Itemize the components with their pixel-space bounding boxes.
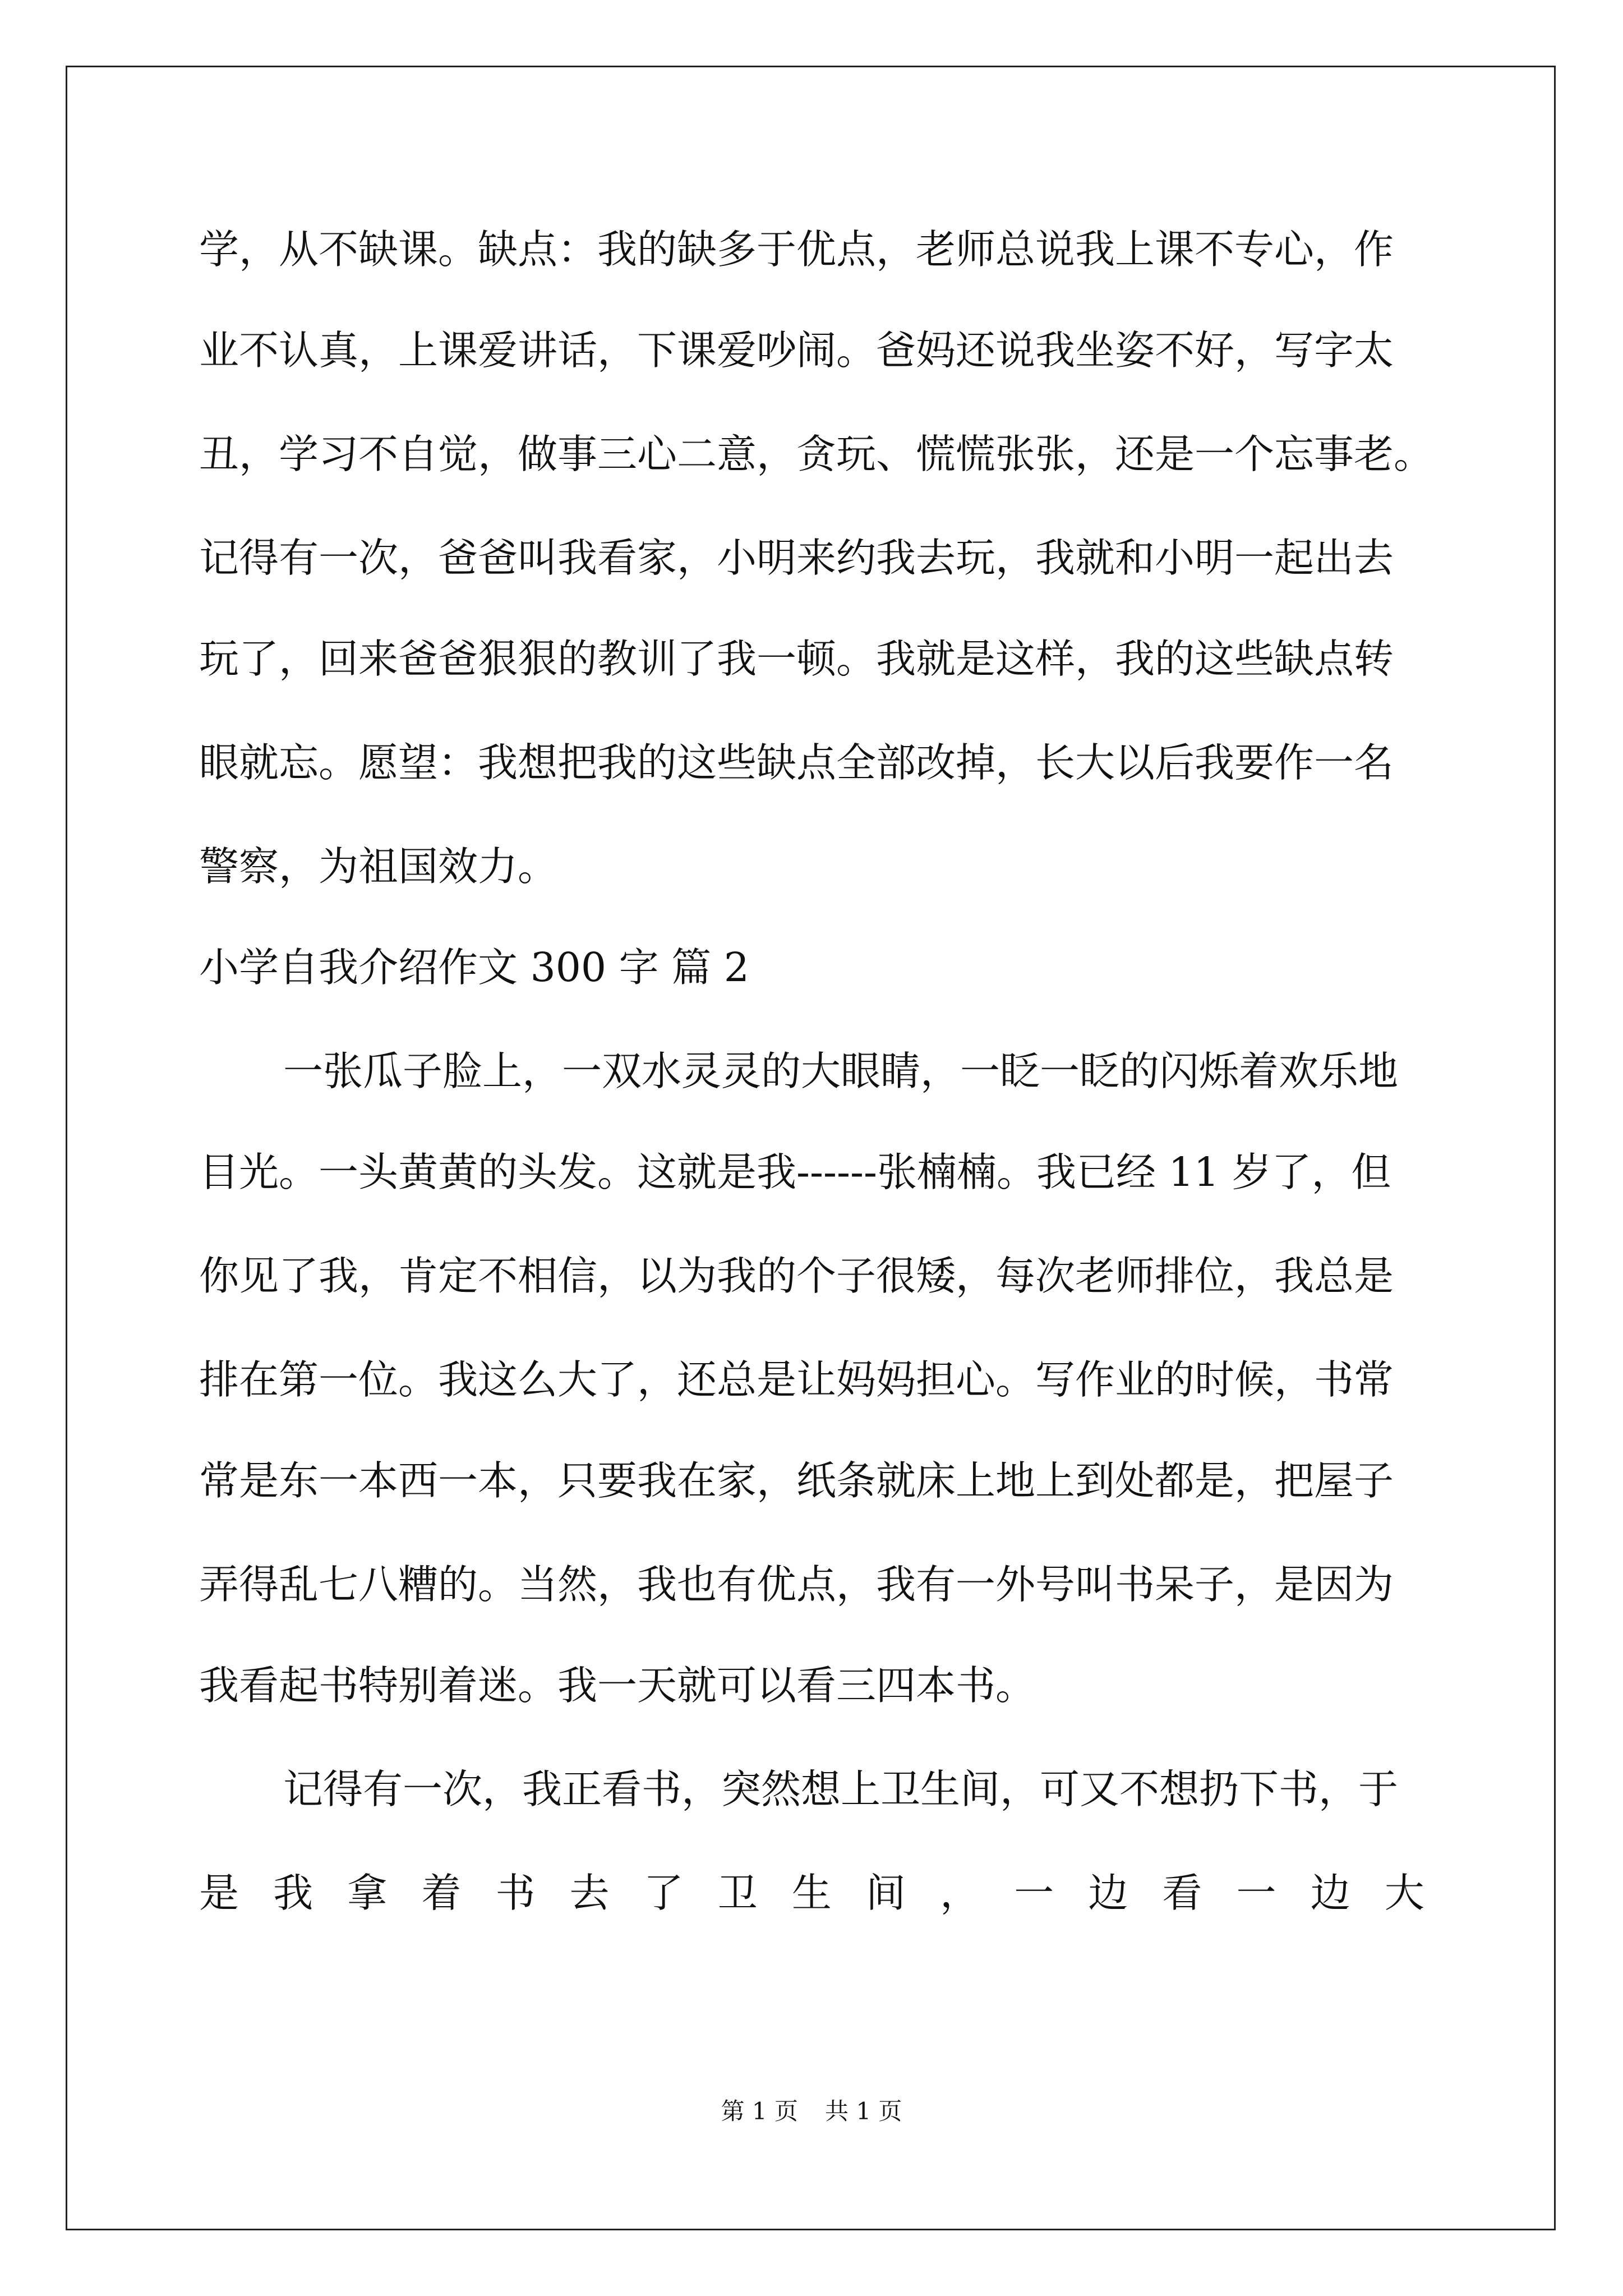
- text-line: 常是东一本西一本，只要我在家，纸条就床上地上到处都是，把屋子: [199, 1457, 1394, 1504]
- character: 边: [1088, 1870, 1128, 1916]
- character: 了: [643, 1870, 684, 1916]
- text-line: 目光。一头黄黄的头发。这就是我------张楠楠。我已经 11 岁了，但: [199, 1149, 1391, 1195]
- text-line: 学，从不缺课。缺点：我的缺多于优点，老师总说我上课不专心，作: [199, 226, 1394, 273]
- character: 拿: [347, 1870, 388, 1916]
- character: 生: [791, 1870, 832, 1916]
- character: 大: [1384, 1870, 1424, 1916]
- section-heading: 小学自我介绍作文 300 字 篇 2: [199, 944, 749, 991]
- page-total: 共 1 页: [825, 2097, 902, 2125]
- text-line: 排在第一位。我这么大了，还总是让妈妈担心。写作业的时候，书常: [199, 1356, 1394, 1403]
- character: 看: [1162, 1870, 1202, 1916]
- text-line: 你见了我，肯定不相信，以为我的个子很矮，每次老师排位，我总是: [199, 1253, 1394, 1299]
- character: 着: [421, 1870, 462, 1916]
- text-line: 业不认真，上课爱讲话，下课爱吵闹。爸妈还说我坐姿不好，写字太: [199, 327, 1394, 374]
- character: 去: [569, 1870, 610, 1916]
- character: 是: [199, 1870, 239, 1916]
- text-line: 警察，为祖国效力。: [199, 843, 558, 890]
- character: ，: [940, 1870, 980, 1916]
- text-line: 记得有一次，爸爸叫我看家，小明来约我去玩，我就和小明一起出去: [199, 535, 1394, 581]
- text-line: 弄得乱七八糟的。当然，我也有优点，我有一外号叫书呆子，是因为: [199, 1561, 1394, 1608]
- character: 一: [1014, 1870, 1054, 1916]
- character: 一: [1236, 1870, 1276, 1916]
- character: 边: [1310, 1870, 1350, 1916]
- page-number: 第 1 页: [721, 2097, 798, 2125]
- text-line: 眼就忘。愿望：我想把我的这些缺点全部改掉，长大以后我要作一名: [199, 739, 1394, 786]
- paragraph-first-line: 一张瓜子脸上，一双水灵灵的大眼睛，一眨一眨的闪烁着欢乐地: [283, 1048, 1399, 1094]
- character: 我: [273, 1870, 313, 1916]
- text-line: 我看起书特别着迷。我一天就可以看三四本书。: [199, 1662, 1036, 1709]
- character: 卫: [717, 1870, 758, 1916]
- paragraph-first-line: 记得有一次，我正看书，突然想上卫生间，可又不想扔下书，于: [283, 1766, 1399, 1812]
- text-line: 玩了，回来爸爸狠狠的教训了我一顿。我就是这样，我的这些缺点转: [199, 636, 1394, 682]
- text-line: 丑，学习不自觉，做事三心二意，贪玩、慌慌张张，还是一个忘事老。: [199, 431, 1434, 477]
- justified-text-line: [199, 1868, 1424, 1918]
- character: 间: [865, 1870, 906, 1916]
- page-footer: [0, 2095, 1623, 2128]
- character: 书: [495, 1870, 536, 1916]
